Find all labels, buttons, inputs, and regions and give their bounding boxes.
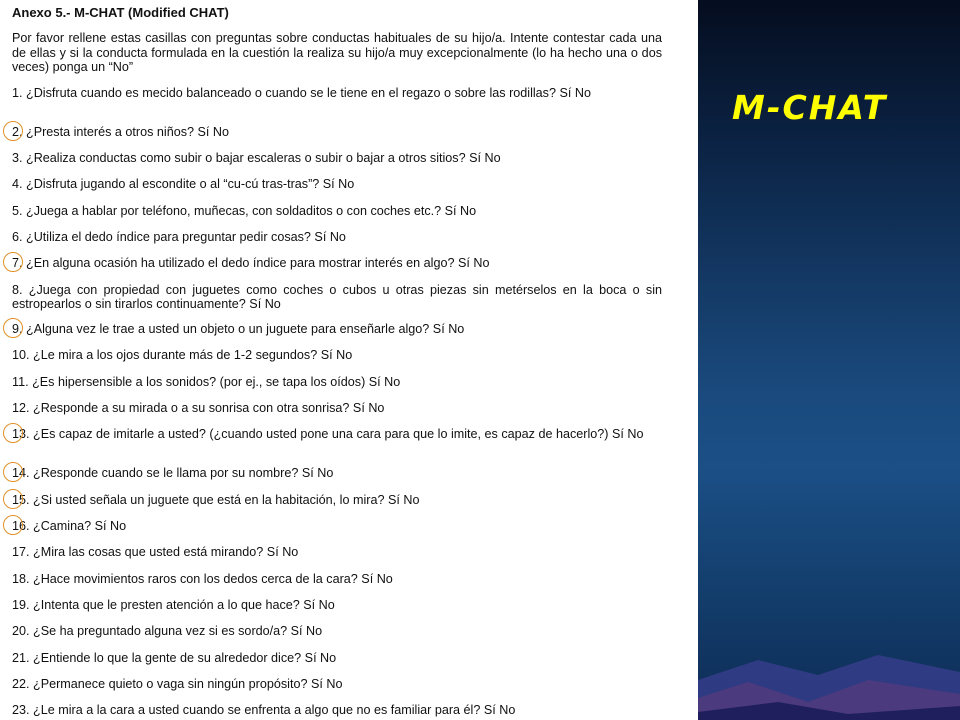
question-11: 11. ¿Es hipersensible a los sonidos? (por ej., se tapa los oídos) Sí No <box>12 375 401 389</box>
question-16: 16. ¿Camina? Sí No <box>12 519 127 533</box>
question-18: 18. ¿Hace movimientos raros con los dedos cerca de la cara? Sí No <box>12 572 393 586</box>
circle-mark-question-7 <box>3 252 23 272</box>
question-12: 12. ¿Responde a su mirada o a su sonrisa con otra sonrisa? Sí No <box>12 401 385 415</box>
circle-mark-question-14 <box>3 462 23 482</box>
mountain-silhouette <box>698 650 960 720</box>
question-20: 20. ¿Se ha preguntado alguna vez si es sordo/a? Sí No <box>12 624 323 638</box>
question-1: 1. ¿Disfruta cuando es mecido balanceado o cuando se le tiene en el regazo o sobre las rodillas? Sí No <box>12 86 591 100</box>
question-21: 21. ¿Entiende lo que la gente de su alrededor dice? Sí No <box>12 651 337 665</box>
question-23: 23. ¿Le mira a la cara a usted cuando se enfrenta a algo que no es familiar para él? Sí No <box>12 703 516 717</box>
question-6: 6. ¿Utiliza el dedo índice para preguntar pedir cosas? Sí No <box>12 230 346 244</box>
question-9: 9. ¿Alguna vez le trae a usted un objeto o un juguete para enseñarle algo? Sí No <box>12 322 465 336</box>
question-14: 14. ¿Responde cuando se le llama por su nombre? Sí No <box>12 466 334 480</box>
question-19: 19. ¿Intenta que le presten atención a lo que hace? Sí No <box>12 598 335 612</box>
circle-mark-question-13 <box>3 423 23 443</box>
circle-mark-question-15 <box>3 489 23 509</box>
question-2: 2. ¿Presta interés a otros niños? Sí No <box>12 125 229 139</box>
question-3: 3. ¿Realiza conductas como subir o bajar escaleras o subir o bajar a otros sitios? Sí No <box>12 151 501 165</box>
question-10: 10. ¿Le mira a los ojos durante más de 1-2 segundos? Sí No <box>12 348 353 362</box>
question-7: 7. ¿En alguna ocasión ha utilizado el dedo índice para mostrar interés en algo? Sí No <box>12 256 490 270</box>
question-17: 17. ¿Mira las cosas que usted está mirando? Sí No <box>12 545 299 559</box>
circle-mark-question-9 <box>3 318 23 338</box>
circle-mark-question-16 <box>3 515 23 535</box>
question-4: 4. ¿Disfruta jugando al escondite o al “cu-cú tras-tras”? Sí No <box>12 177 355 191</box>
title-panel <box>698 0 960 720</box>
circle-mark-question-2 <box>3 121 23 141</box>
document-intro: Por favor rellene estas casillas con preguntas sobre conductas habituales de su hijo/a. Intente contestar cada una de ellas y si la conducta formulada en la cuestión la realiza su hijo/a muy excepcionalmente (lo ha hecho una o dos veces) ponga un “No” <box>12 31 662 74</box>
slide-title: M-CHAT <box>732 88 888 127</box>
question-5: 5. ¿Juega a hablar por teléfono, muñecas, con soldaditos o con coches etc.? Sí No <box>12 204 477 218</box>
question-8: 8. ¿Juega con propiedad con juguetes como coches o cubos u otras piezas sin metérselos en la boca o sin estropearlos o sin tirarlos continuamente? Sí No <box>12 283 662 311</box>
document-title: Anexo 5.- M-CHAT (Modified CHAT) <box>12 5 229 20</box>
question-15: 15. ¿Si usted señala un juguete que está en la habitación, lo mira? Sí No <box>12 493 420 507</box>
question-13: 13. ¿Es capaz de imitarle a usted? (¿cuando usted pone una cara para que lo imite, es capaz de hacerlo?) Sí No <box>12 427 644 441</box>
question-22: 22. ¿Permanece quieto o vaga sin ningún propósito? Sí No <box>12 677 343 691</box>
